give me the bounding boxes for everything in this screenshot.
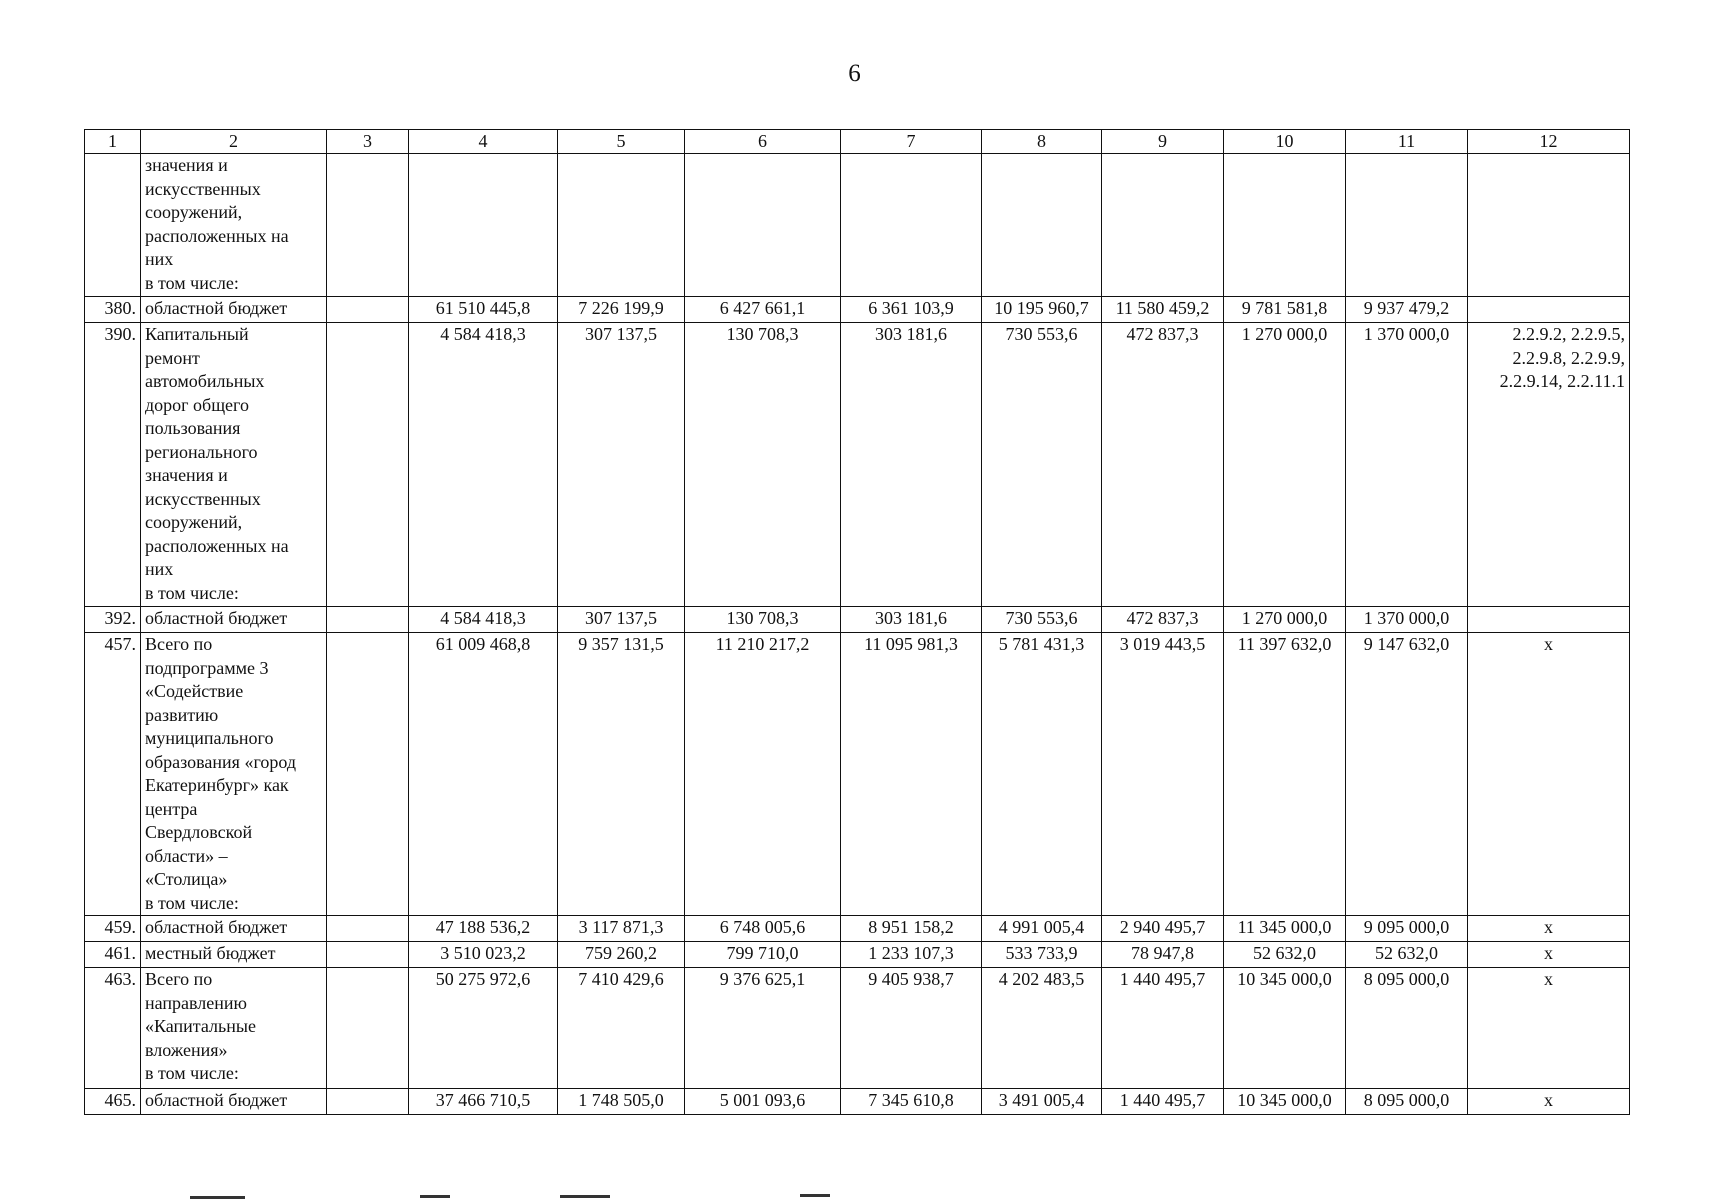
cell-col10: 1 270 000,0 (1224, 607, 1346, 633)
row-number: 463. (85, 968, 141, 1089)
row-name: местный бюджет (141, 942, 327, 968)
column-header: 11 (1346, 130, 1468, 154)
cell-col12: x (1468, 633, 1630, 916)
cell-col7: 6 361 103,9 (841, 297, 982, 323)
cell-col9: 3 019 443,5 (1102, 633, 1224, 916)
cell-col10 (1224, 154, 1346, 297)
table-row (85, 968, 1630, 1089)
cell-col11: 8 095 000,0 (1346, 968, 1468, 1089)
cell-col8: 3 491 005,4 (982, 1089, 1102, 1115)
cell-col8: 4 202 483,5 (982, 968, 1102, 1089)
cell-col9: 2 940 495,7 (1102, 916, 1224, 942)
row-name: Капитальный ремонт автомобильных дорог общего пользования регионального значения и искусственных сооружений, расположенных на них в том числе: (141, 323, 327, 607)
cell-col3 (327, 916, 409, 942)
scan-artifact (560, 1195, 610, 1198)
cell-col4: 3 510 023,2 (409, 942, 558, 968)
cell-col12: x (1468, 942, 1630, 968)
row-number: 465. (85, 1089, 141, 1115)
header-row (85, 130, 1630, 154)
column-header: 4 (409, 130, 558, 154)
cell-col5: 7 410 429,6 (558, 968, 685, 1089)
table-row (85, 633, 1630, 916)
column-header: 8 (982, 130, 1102, 154)
cell-col4: 4 584 418,3 (409, 323, 558, 607)
cell-col10: 10 345 000,0 (1224, 1089, 1346, 1115)
cell-col4: 47 188 536,2 (409, 916, 558, 942)
cell-col6: 799 710,0 (685, 942, 841, 968)
scan-artifact (800, 1194, 830, 1197)
row-number (85, 154, 141, 297)
table-row (85, 1089, 1630, 1115)
cell-col11: 1 370 000,0 (1346, 607, 1468, 633)
cell-col12 (1468, 607, 1630, 633)
cell-col5: 307 137,5 (558, 323, 685, 607)
table-row (85, 607, 1630, 633)
row-number: 461. (85, 942, 141, 968)
cell-col5: 3 117 871,3 (558, 916, 685, 942)
column-header: 5 (558, 130, 685, 154)
cell-col6: 130 708,3 (685, 323, 841, 607)
cell-col10: 10 345 000,0 (1224, 968, 1346, 1089)
scan-artifact (420, 1195, 450, 1198)
cell-col10: 11 345 000,0 (1224, 916, 1346, 942)
cell-col9: 11 580 459,2 (1102, 297, 1224, 323)
column-header: 9 (1102, 130, 1224, 154)
row-number: 390. (85, 323, 141, 607)
column-header: 3 (327, 130, 409, 154)
cell-col11 (1346, 154, 1468, 297)
cell-col12: x (1468, 916, 1630, 942)
cell-col12: x (1468, 968, 1630, 1089)
cell-col7: 7 345 610,8 (841, 1089, 982, 1115)
cell-col6 (685, 154, 841, 297)
cell-col11: 8 095 000,0 (1346, 1089, 1468, 1115)
cell-col10: 9 781 581,8 (1224, 297, 1346, 323)
table-row (85, 942, 1630, 968)
cell-col6: 130 708,3 (685, 607, 841, 633)
cell-col5: 9 357 131,5 (558, 633, 685, 916)
cell-col5 (558, 154, 685, 297)
cell-col3 (327, 942, 409, 968)
cell-col4: 37 466 710,5 (409, 1089, 558, 1115)
table-row (85, 297, 1630, 323)
row-name: значения и искусственных сооружений, расположенных на них в том числе: (141, 154, 327, 297)
column-header: 6 (685, 130, 841, 154)
row-number: 380. (85, 297, 141, 323)
cell-col4: 61 009 468,8 (409, 633, 558, 916)
budget-table (84, 129, 1630, 1115)
cell-col8: 533 733,9 (982, 942, 1102, 968)
cell-col9: 1 440 495,7 (1102, 968, 1224, 1089)
cell-col7: 303 181,6 (841, 607, 982, 633)
cell-col11: 52 632,0 (1346, 942, 1468, 968)
cell-col7: 9 405 938,7 (841, 968, 982, 1089)
cell-col9: 472 837,3 (1102, 607, 1224, 633)
cell-col7: 8 951 158,2 (841, 916, 982, 942)
page-number: 6 (848, 60, 861, 87)
cell-col5: 7 226 199,9 (558, 297, 685, 323)
cell-col8: 730 553,6 (982, 323, 1102, 607)
row-number: 457. (85, 633, 141, 916)
table-row (85, 154, 1630, 297)
cell-col3 (327, 154, 409, 297)
cell-col6: 5 001 093,6 (685, 1089, 841, 1115)
column-header: 12 (1468, 130, 1630, 154)
cell-col3 (327, 1089, 409, 1115)
cell-col7: 11 095 981,3 (841, 633, 982, 916)
column-header: 10 (1224, 130, 1346, 154)
cell-col9: 78 947,8 (1102, 942, 1224, 968)
cell-col4: 61 510 445,8 (409, 297, 558, 323)
cell-col8: 5 781 431,3 (982, 633, 1102, 916)
row-name: областной бюджет (141, 607, 327, 633)
row-number: 459. (85, 916, 141, 942)
cell-col8 (982, 154, 1102, 297)
scan-artifact (190, 1196, 245, 1199)
cell-col3 (327, 607, 409, 633)
cell-col5: 1 748 505,0 (558, 1089, 685, 1115)
row-name: областной бюджет (141, 1089, 327, 1115)
cell-col6: 6 748 005,6 (685, 916, 841, 942)
cell-col4 (409, 154, 558, 297)
row-name: областной бюджет (141, 916, 327, 942)
cell-col11: 1 370 000,0 (1346, 323, 1468, 607)
cell-col11: 9 937 479,2 (1346, 297, 1468, 323)
cell-col4: 50 275 972,6 (409, 968, 558, 1089)
cell-col7 (841, 154, 982, 297)
cell-col11: 9 147 632,0 (1346, 633, 1468, 916)
cell-col12 (1468, 154, 1630, 297)
cell-col8: 730 553,6 (982, 607, 1102, 633)
row-name: областной бюджет (141, 297, 327, 323)
row-number: 392. (85, 607, 141, 633)
column-header: 7 (841, 130, 982, 154)
column-header: 1 (85, 130, 141, 154)
column-header: 2 (141, 130, 327, 154)
cell-col9: 1 440 495,7 (1102, 1089, 1224, 1115)
row-name: Всего по направлению «Капитальные вложения» в том числе: (141, 968, 327, 1089)
cell-col11: 9 095 000,0 (1346, 916, 1468, 942)
cell-col3 (327, 633, 409, 916)
cell-col6: 6 427 661,1 (685, 297, 841, 323)
cell-col6: 11 210 217,2 (685, 633, 841, 916)
cell-col4: 4 584 418,3 (409, 607, 558, 633)
cell-col12: x (1468, 1089, 1630, 1115)
cell-col5: 759 260,2 (558, 942, 685, 968)
table-row (85, 916, 1630, 942)
cell-col10: 1 270 000,0 (1224, 323, 1346, 607)
table-row (85, 323, 1630, 607)
cell-col3 (327, 323, 409, 607)
cell-col8: 4 991 005,4 (982, 916, 1102, 942)
cell-col6: 9 376 625,1 (685, 968, 841, 1089)
cell-col8: 10 195 960,7 (982, 297, 1102, 323)
cell-col10: 11 397 632,0 (1224, 633, 1346, 916)
cell-col12: 2.2.9.2, 2.2.9.5, 2.2.9.8, 2.2.9.9, 2.2.9.14, 2.2.11.1 (1468, 323, 1630, 607)
cell-col9 (1102, 154, 1224, 297)
cell-col9: 472 837,3 (1102, 323, 1224, 607)
cell-col7: 303 181,6 (841, 323, 982, 607)
cell-col3 (327, 968, 409, 1089)
cell-col5: 307 137,5 (558, 607, 685, 633)
cell-col10: 52 632,0 (1224, 942, 1346, 968)
cell-col3 (327, 297, 409, 323)
cell-col7: 1 233 107,3 (841, 942, 982, 968)
cell-col12 (1468, 297, 1630, 323)
row-name: Всего по подпрограмме 3 «Содействие развитию муниципального образования «город Екатеринбург» как центра Свердловской области» – «Столица» в том числе: (141, 633, 327, 916)
